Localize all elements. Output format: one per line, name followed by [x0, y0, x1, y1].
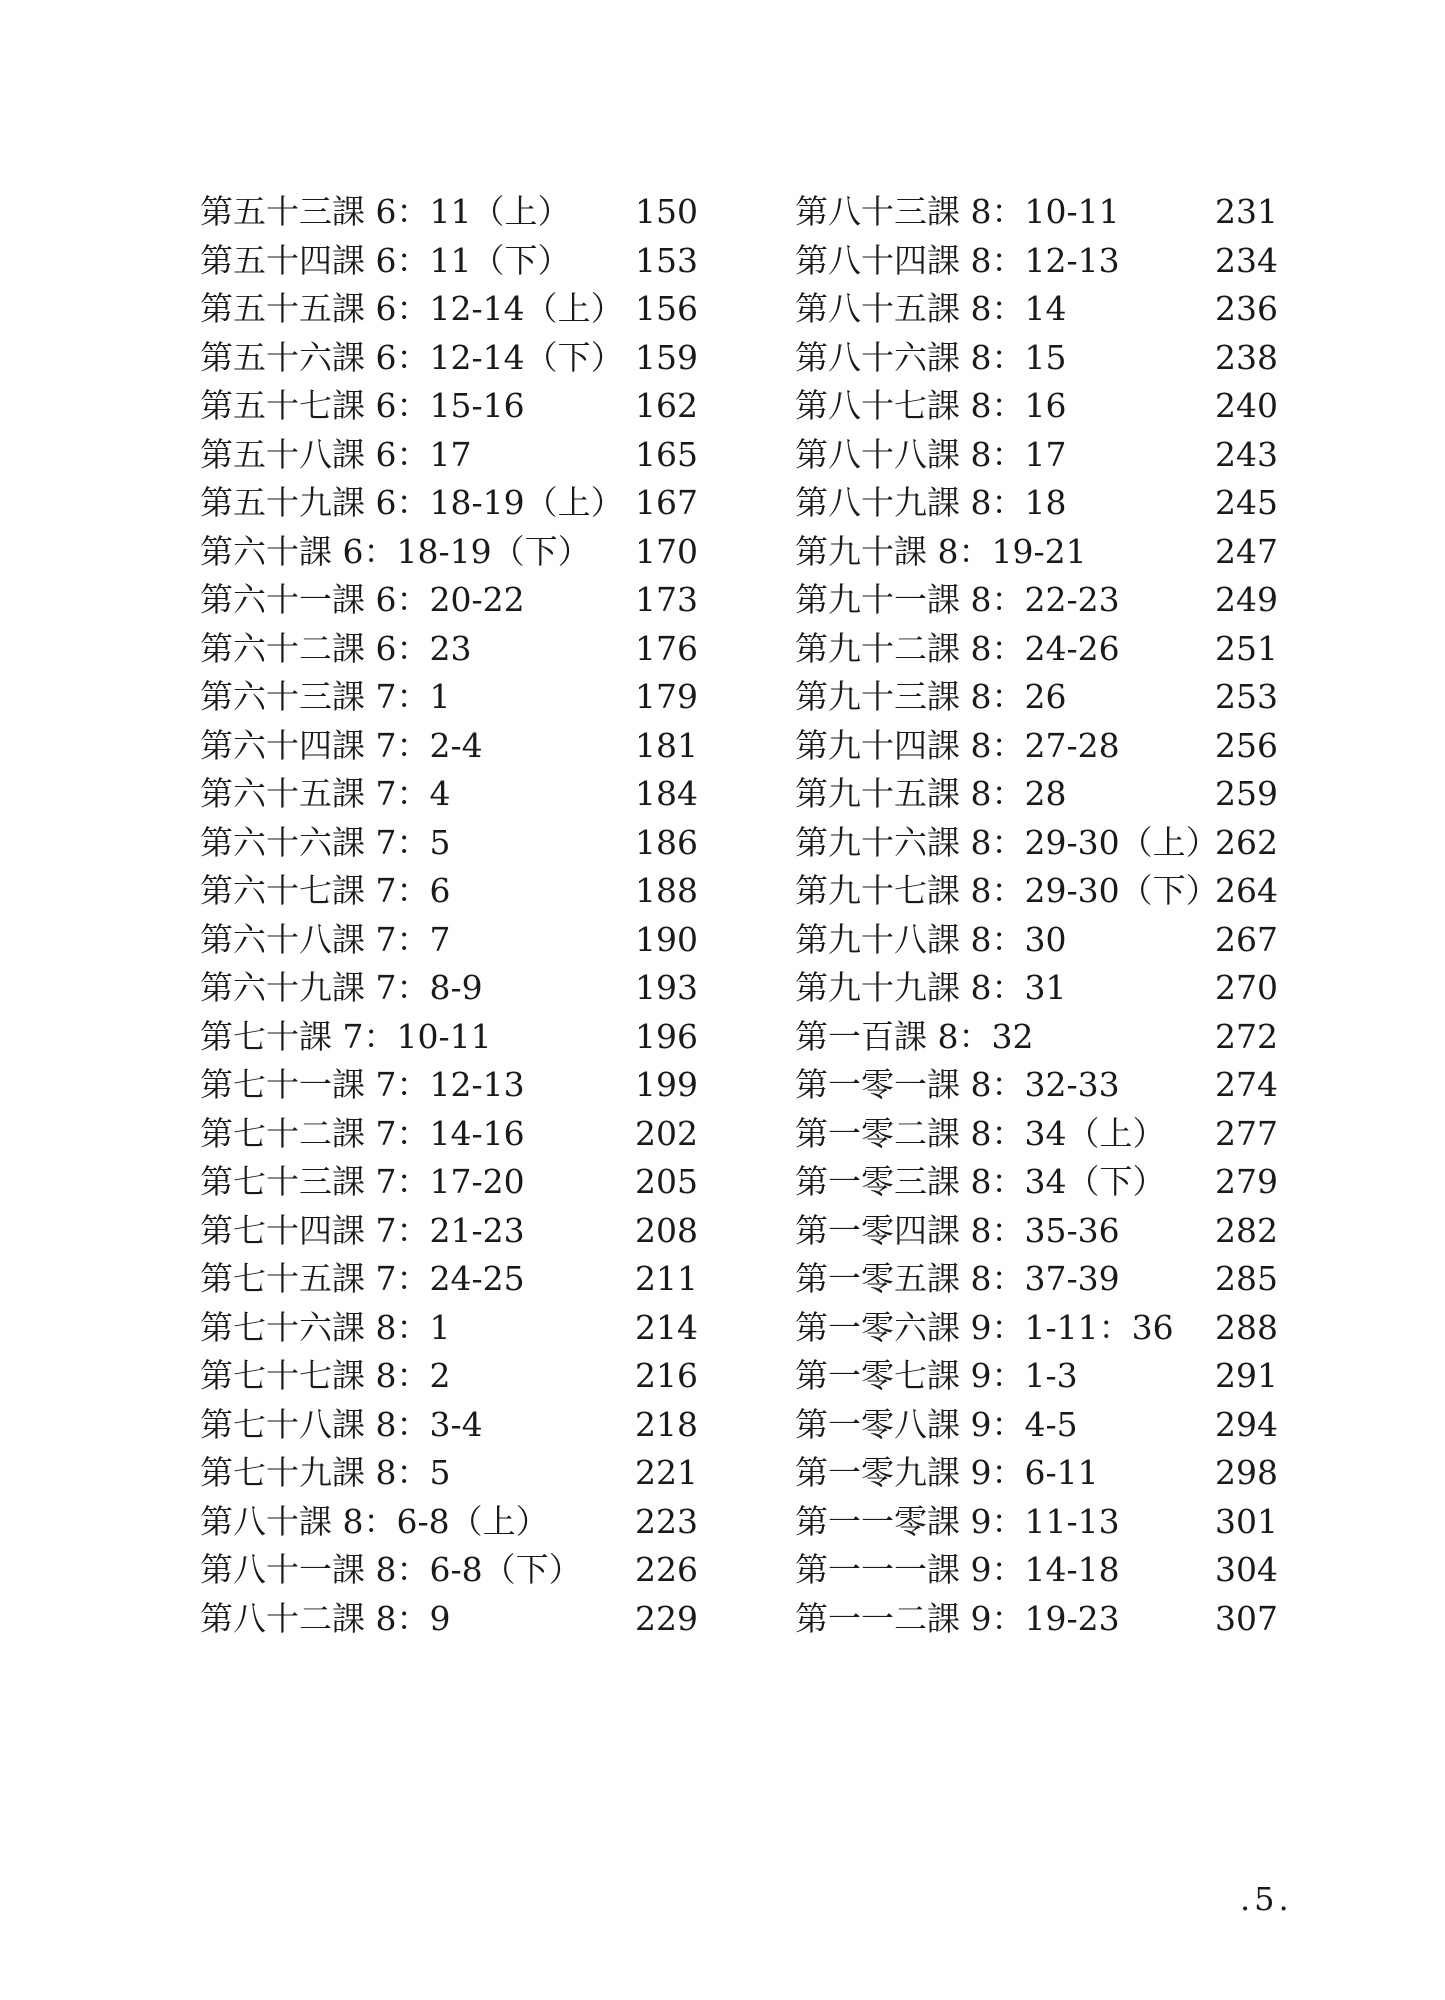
- lesson-title: 第八十八課 8：17: [795, 434, 1067, 474]
- toc-entry: [200, 1449, 720, 1498]
- toc-entry: [200, 1595, 720, 1644]
- lesson-title: 第八十六課 8：15: [795, 337, 1067, 377]
- lesson-page-number: 162: [635, 386, 698, 425]
- lesson-title: 第九十四課 8：27-28: [795, 725, 1120, 765]
- lesson-title: 第七十八課 8：3-4: [200, 1404, 483, 1444]
- toc-entry: [200, 1352, 720, 1401]
- toc-entry: [795, 1158, 1315, 1207]
- toc-entry: [795, 770, 1315, 819]
- lesson-title: 第五十六課 6：12-14（下）: [200, 337, 624, 377]
- lesson-page-number: 234: [1215, 240, 1278, 280]
- lesson-title: 第六十一課 6：20-22: [200, 580, 525, 619]
- lesson-title: 第一零七課 9：1-3: [795, 1356, 1078, 1395]
- toc-entry: [200, 1013, 720, 1062]
- lesson-title: 第七十三課 7：17-20: [200, 1162, 525, 1201]
- toc-entry: [200, 576, 720, 625]
- lesson-page-number: 253: [1215, 677, 1278, 716]
- lesson-page-number: 249: [1215, 580, 1278, 619]
- lesson-title: 第九十課 8：19-21: [795, 531, 1087, 571]
- lesson-title: 第七十一課 7：12-13: [200, 1065, 525, 1104]
- toc-entry: [200, 1401, 720, 1450]
- lesson-page-number: 245: [1215, 483, 1278, 522]
- toc-entry: [795, 1498, 1315, 1547]
- toc-entry: [795, 1401, 1315, 1450]
- toc-entry: [795, 867, 1315, 916]
- toc-entry: [200, 673, 720, 722]
- lesson-title: 第九十七課 8：29-30（下）: [795, 871, 1219, 910]
- lesson-title: 第一零九課 9：6-11: [795, 1453, 1099, 1492]
- lesson-title: 第六十課 6：18-19（下）: [200, 531, 591, 571]
- lesson-title: 第九十六課 8：29-30（上）: [795, 822, 1219, 862]
- toc-entry: [200, 334, 720, 383]
- toc-entry: [795, 722, 1315, 771]
- lesson-title: 第一一二課 9：19-23: [795, 1598, 1120, 1638]
- lesson-title: 第八十九課 8：18: [795, 483, 1067, 522]
- lesson-page-number: 165: [635, 434, 698, 474]
- lesson-title: 第七十四課 7：21-23: [200, 1210, 525, 1250]
- toc-entry: [795, 285, 1315, 334]
- lesson-page-number: 170: [635, 531, 698, 571]
- toc-entry: [200, 1110, 720, 1159]
- toc-entry: [795, 1546, 1315, 1595]
- lesson-page-number: 193: [635, 968, 698, 1007]
- toc-entry: [200, 819, 720, 868]
- toc-entry: [200, 722, 720, 771]
- toc-entry: [795, 625, 1315, 674]
- lesson-title: 第六十八課 7：7: [200, 919, 451, 959]
- lesson-page-number: 262: [1215, 822, 1278, 862]
- toc-entry: [795, 819, 1315, 868]
- lesson-page-number: 247: [1215, 531, 1278, 571]
- lesson-page-number: 264: [1215, 871, 1278, 910]
- lesson-page-number: 279: [1215, 1162, 1278, 1201]
- lesson-page-number: 307: [1215, 1598, 1278, 1638]
- toc-entry: [200, 1546, 720, 1595]
- lesson-title: 第一零三課 8：34（下）: [795, 1162, 1166, 1201]
- lesson-page-number: 298: [1215, 1453, 1278, 1492]
- lesson-title: 第八十五課 8：14: [795, 289, 1067, 328]
- lesson-title: 第八十課 8：6-8（上）: [200, 1501, 549, 1541]
- lesson-title: 第七十七課 8：2: [200, 1356, 451, 1395]
- toc-entry: [795, 382, 1315, 431]
- lesson-title: 第六十三課 7：1: [200, 677, 451, 716]
- toc-entry: [795, 1207, 1315, 1256]
- lesson-page-number: 223: [635, 1501, 698, 1541]
- lesson-page-number: 256: [1215, 725, 1278, 765]
- toc-entry: [795, 1304, 1315, 1353]
- lesson-page-number: 150: [635, 192, 698, 231]
- lesson-page-number: 208: [635, 1210, 698, 1250]
- lesson-title: 第六十七課 7：6: [200, 871, 451, 910]
- lesson-page-number: 231: [1215, 192, 1278, 231]
- lesson-page-number: 218: [635, 1404, 698, 1444]
- toc-entry: [795, 188, 1315, 237]
- lesson-page-number: 173: [635, 580, 698, 619]
- lesson-page-number: 272: [1215, 1016, 1278, 1056]
- toc-entry: [200, 188, 720, 237]
- lesson-page-number: 221: [635, 1453, 698, 1492]
- lesson-page-number: 179: [635, 677, 698, 716]
- lesson-page-number: 236: [1215, 289, 1278, 328]
- lesson-title: 第七十五課 7：24-25: [200, 1259, 525, 1298]
- lesson-title: 第七十六課 8：1: [200, 1307, 451, 1347]
- lesson-page-number: 304: [1215, 1550, 1278, 1589]
- toc-entry: [795, 1061, 1315, 1110]
- lesson-page-number: 153: [635, 240, 698, 280]
- toc-entry: [795, 916, 1315, 965]
- lesson-page-number: 288: [1215, 1307, 1278, 1347]
- toc-entry: [200, 625, 720, 674]
- lesson-page-number: 188: [635, 871, 698, 910]
- lesson-title: 第九十五課 8：28: [795, 774, 1067, 813]
- lesson-page-number: 214: [635, 1307, 698, 1347]
- lesson-title: 第九十九課 8：31: [795, 968, 1067, 1007]
- lesson-page-number: 251: [1215, 628, 1278, 668]
- lesson-page-number: 159: [635, 337, 698, 377]
- toc-entry: [795, 1255, 1315, 1304]
- toc-entry: [795, 964, 1315, 1013]
- toc-entry: [795, 479, 1315, 528]
- toc-entry: [795, 673, 1315, 722]
- lesson-title: 第六十九課 7：8-9: [200, 968, 483, 1007]
- page-number: .5.: [1240, 1880, 1293, 1918]
- lesson-title: 第九十八課 8：30: [795, 919, 1067, 959]
- lesson-title: 第五十四課 6：11（下）: [200, 240, 571, 280]
- lesson-page-number: 216: [635, 1356, 698, 1395]
- lesson-title: 第五十九課 6：18-19（上）: [200, 483, 624, 522]
- lesson-page-number: 196: [635, 1016, 698, 1056]
- lesson-title: 第一零八課 9：4-5: [795, 1404, 1078, 1444]
- lesson-title: 第一零四課 8：35-36: [795, 1210, 1120, 1250]
- lesson-page-number: 285: [1215, 1259, 1278, 1298]
- toc-entry: [795, 431, 1315, 480]
- lesson-page-number: 282: [1215, 1210, 1278, 1250]
- toc-entry: [200, 1158, 720, 1207]
- toc-entry: [200, 1498, 720, 1547]
- toc-entry: [200, 431, 720, 480]
- lesson-title: 第七十課 7：10-11: [200, 1016, 492, 1056]
- toc-entry: [200, 382, 720, 431]
- toc-right-column: [795, 188, 1315, 1643]
- lesson-page-number: 167: [635, 483, 698, 522]
- toc-entry: [795, 1013, 1315, 1062]
- toc-entry: [795, 576, 1315, 625]
- lesson-page-number: 259: [1215, 774, 1278, 813]
- lesson-title: 第一零六課 9：1-11：36: [795, 1307, 1174, 1347]
- lesson-page-number: 229: [635, 1598, 698, 1638]
- lesson-title: 第七十九課 8：5: [200, 1453, 451, 1492]
- toc-entry: [200, 1304, 720, 1353]
- lesson-page-number: 291: [1215, 1356, 1278, 1395]
- lesson-title: 第八十四課 8：12-13: [795, 240, 1120, 280]
- lesson-title: 第一一零課 9：11-13: [795, 1501, 1120, 1541]
- lesson-title: 第一一一課 9：14-18: [795, 1550, 1120, 1589]
- lesson-page-number: 226: [635, 1550, 698, 1589]
- toc-entry: [200, 964, 720, 1013]
- lesson-page-number: 176: [635, 628, 698, 668]
- toc-entry: [795, 528, 1315, 577]
- lesson-title: 第八十七課 8：16: [795, 386, 1067, 425]
- lesson-title: 第六十二課 6：23: [200, 628, 472, 668]
- lesson-title: 第一百課 8：32: [795, 1016, 1034, 1056]
- lesson-page-number: 181: [635, 725, 698, 765]
- lesson-title: 第九十三課 8：26: [795, 677, 1067, 716]
- lesson-page-number: 202: [635, 1113, 698, 1153]
- lesson-title: 第五十五課 6：12-14（上）: [200, 289, 624, 328]
- toc-entry: [795, 1110, 1315, 1159]
- toc-entry: [200, 479, 720, 528]
- toc-entry: [200, 1255, 720, 1304]
- lesson-title: 第五十七課 6：15-16: [200, 386, 525, 425]
- toc-entry: [200, 916, 720, 965]
- toc-entry: [200, 770, 720, 819]
- lesson-page-number: 243: [1215, 434, 1278, 474]
- lesson-page-number: 199: [635, 1065, 698, 1104]
- lesson-page-number: 301: [1215, 1501, 1278, 1541]
- lesson-title: 第六十六課 7：5: [200, 822, 451, 862]
- lesson-title: 第九十二課 8：24-26: [795, 628, 1120, 668]
- toc-entry: [795, 1449, 1315, 1498]
- toc-left-column: [200, 188, 720, 1643]
- toc-entry: [795, 1352, 1315, 1401]
- toc-entry: [200, 867, 720, 916]
- lesson-page-number: 156: [635, 289, 698, 328]
- lesson-page-number: 190: [635, 919, 698, 959]
- lesson-page-number: 211: [635, 1259, 698, 1298]
- toc-entry: [795, 334, 1315, 383]
- lesson-page-number: 294: [1215, 1404, 1278, 1444]
- lesson-title: 第一零二課 8：34（上）: [795, 1113, 1166, 1153]
- toc-entry: [200, 285, 720, 334]
- toc-entry: [200, 1207, 720, 1256]
- lesson-page-number: 238: [1215, 337, 1278, 377]
- lesson-title: 第八十二課 8：9: [200, 1598, 451, 1638]
- toc-entry: [200, 237, 720, 286]
- toc-entry: [795, 237, 1315, 286]
- lesson-page-number: 186: [635, 822, 698, 862]
- lesson-page-number: 240: [1215, 386, 1278, 425]
- lesson-title: 第五十八課 6：17: [200, 434, 472, 474]
- lesson-title: 第八十一課 8：6-8（下）: [200, 1550, 582, 1589]
- lesson-page-number: 184: [635, 774, 698, 813]
- lesson-title: 第七十二課 7：14-16: [200, 1113, 525, 1153]
- toc-entry: [795, 1595, 1315, 1644]
- lesson-title: 第九十一課 8：22-23: [795, 580, 1120, 619]
- lesson-page-number: 267: [1215, 919, 1278, 959]
- lesson-title: 第八十三課 8：10-11: [795, 192, 1120, 231]
- lesson-title: 第一零五課 8：37-39: [795, 1259, 1120, 1298]
- lesson-title: 第一零一課 8：32-33: [795, 1065, 1120, 1104]
- lesson-page-number: 270: [1215, 968, 1278, 1007]
- toc-entry: [200, 1061, 720, 1110]
- lesson-title: 第六十五課 7：4: [200, 774, 451, 813]
- lesson-title: 第五十三課 6：11（上）: [200, 192, 571, 231]
- lesson-page-number: 274: [1215, 1065, 1278, 1104]
- lesson-page-number: 277: [1215, 1113, 1278, 1153]
- toc-entry: [200, 528, 720, 577]
- lesson-page-number: 205: [635, 1162, 698, 1201]
- lesson-title: 第六十四課 7：2-4: [200, 725, 483, 765]
